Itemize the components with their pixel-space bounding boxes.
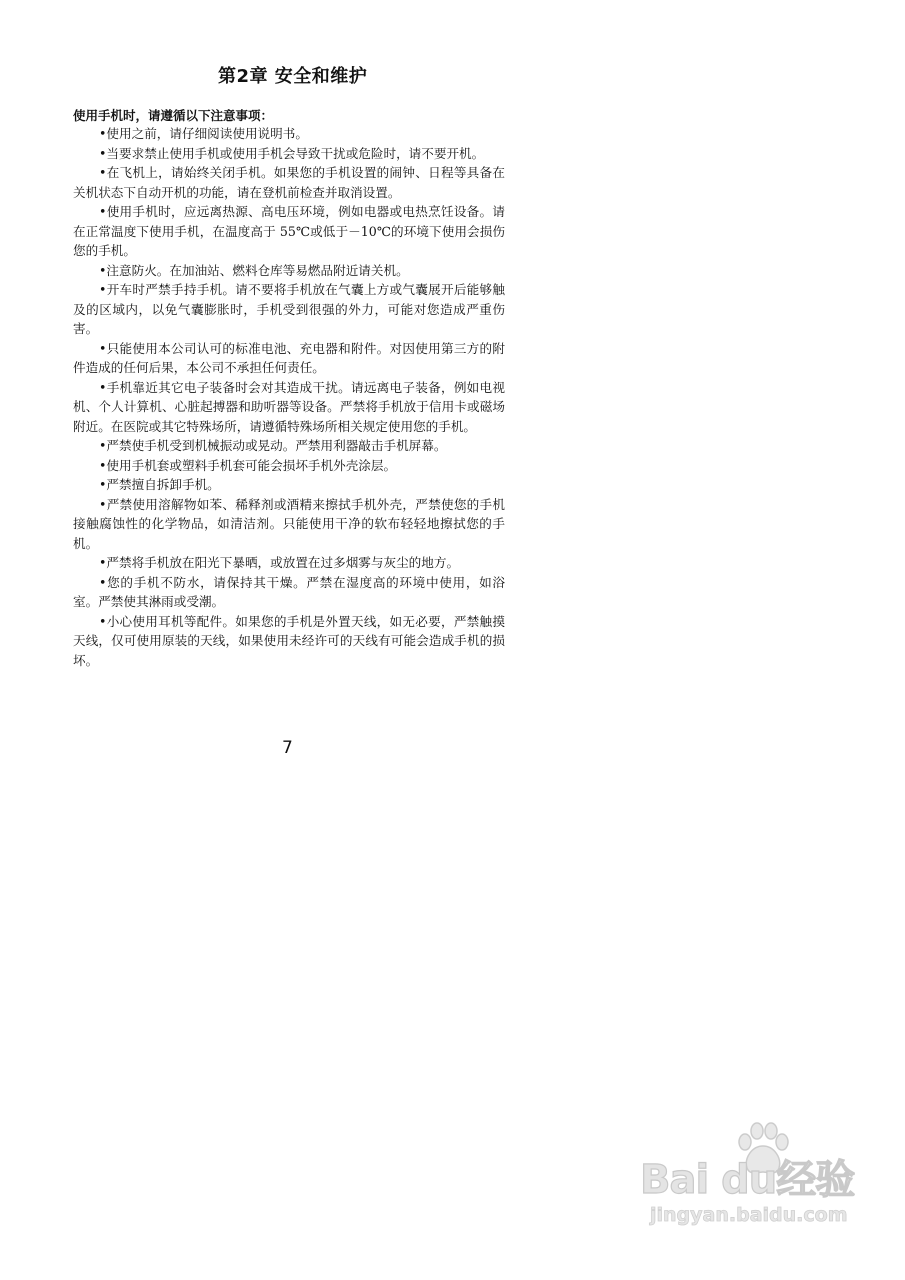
list-item: •开车时严禁手持手机。请不要将手机放在气囊上方或气囊展开后能够触及的区域内，以免气囊膨胀时，手机受到很强的外力，可能对您造成严重伤害。: [73, 282, 505, 336]
list-item: •使用手机套或塑料手机套可能会损坏手机外壳涂层。: [99, 457, 397, 473]
intro-heading: 使用手机时，请遵循以下注意事项：: [73, 108, 274, 123]
list-item: •您的手机不防水，请保持其干燥。严禁在湿度高的环境中使用，如浴室。严禁使其淋雨或受潮。: [73, 574, 505, 609]
list-item: •严禁使用溶解物如苯、稀释剂或酒精来擦拭手机外壳，严禁使您的手机接触腐蚀性的化学物品，如清洁剂。只能使用干净的软布轻轻地擦拭您的手机。: [73, 496, 505, 551]
precaution-list: [73, 124, 505, 670]
list-item: •严禁将手机放在阳光下暴晒，或放置在过多烟雾与灰尘的地方。: [99, 555, 460, 570]
list-item: •手机靠近其它电子装备时会对其造成干扰。请远离电子装备，例如电视机、个人计算机、心脏起搏器和助听器等设备。严禁将手机放于信用卡或磁场附近。在医院或其它特殊场所，请遵循特殊场所相关规定使用您的手机。: [73, 379, 505, 434]
list-item: •使用之前，请仔细阅读使用说明书。: [99, 126, 308, 141]
list-item: •当要求禁止使用手机或使用手机会导致干扰或危险时，请不要开机。: [99, 145, 485, 161]
list-item: •在飞机上，请始终关闭手机。如果您的手机设置的闹钟、日程等具备在关机状态下自动开机的功能，请在登机前检查并取消设置。: [73, 165, 505, 200]
list-item: •使用手机时，应远离热源、高电压环境，例如电器或电热烹饪设备。请在正常温度下使用手机，在温度高于 55℃或低于－10℃的环境下使用会损伤您的手机。: [73, 204, 505, 258]
watermark-logo-text: Bai du经验: [640, 1157, 855, 1203]
list-item: •小心使用耳机等配件。如果您的手机是外置天线，如无必要，严禁触摸天线，仅可使用原装的天线，如果使用未经许可的天线有可能会造成手机的损坏。: [73, 613, 505, 668]
chapter-title: 第2章 安全和维护: [218, 66, 368, 87]
list-item: •注意防火。在加油站、燃料仓库等易燃品附近请关机。: [99, 262, 409, 278]
baidu-jingyan-watermark: [640, 1120, 880, 1250]
page-number: 7: [282, 738, 293, 758]
list-item: •只能使用本公司认可的标准电池、充电器和附件。对因使用第三方的附件造成的任何后果，本公司不承担任何责任。: [73, 340, 505, 375]
list-item: •严禁擅自拆卸手机。: [99, 477, 220, 492]
watermark-url: jingyan.baidu.com: [650, 1204, 848, 1226]
list-item: •严禁使手机受到机械振动或晃动。严禁用利器敲击手机屏幕。: [99, 438, 447, 453]
